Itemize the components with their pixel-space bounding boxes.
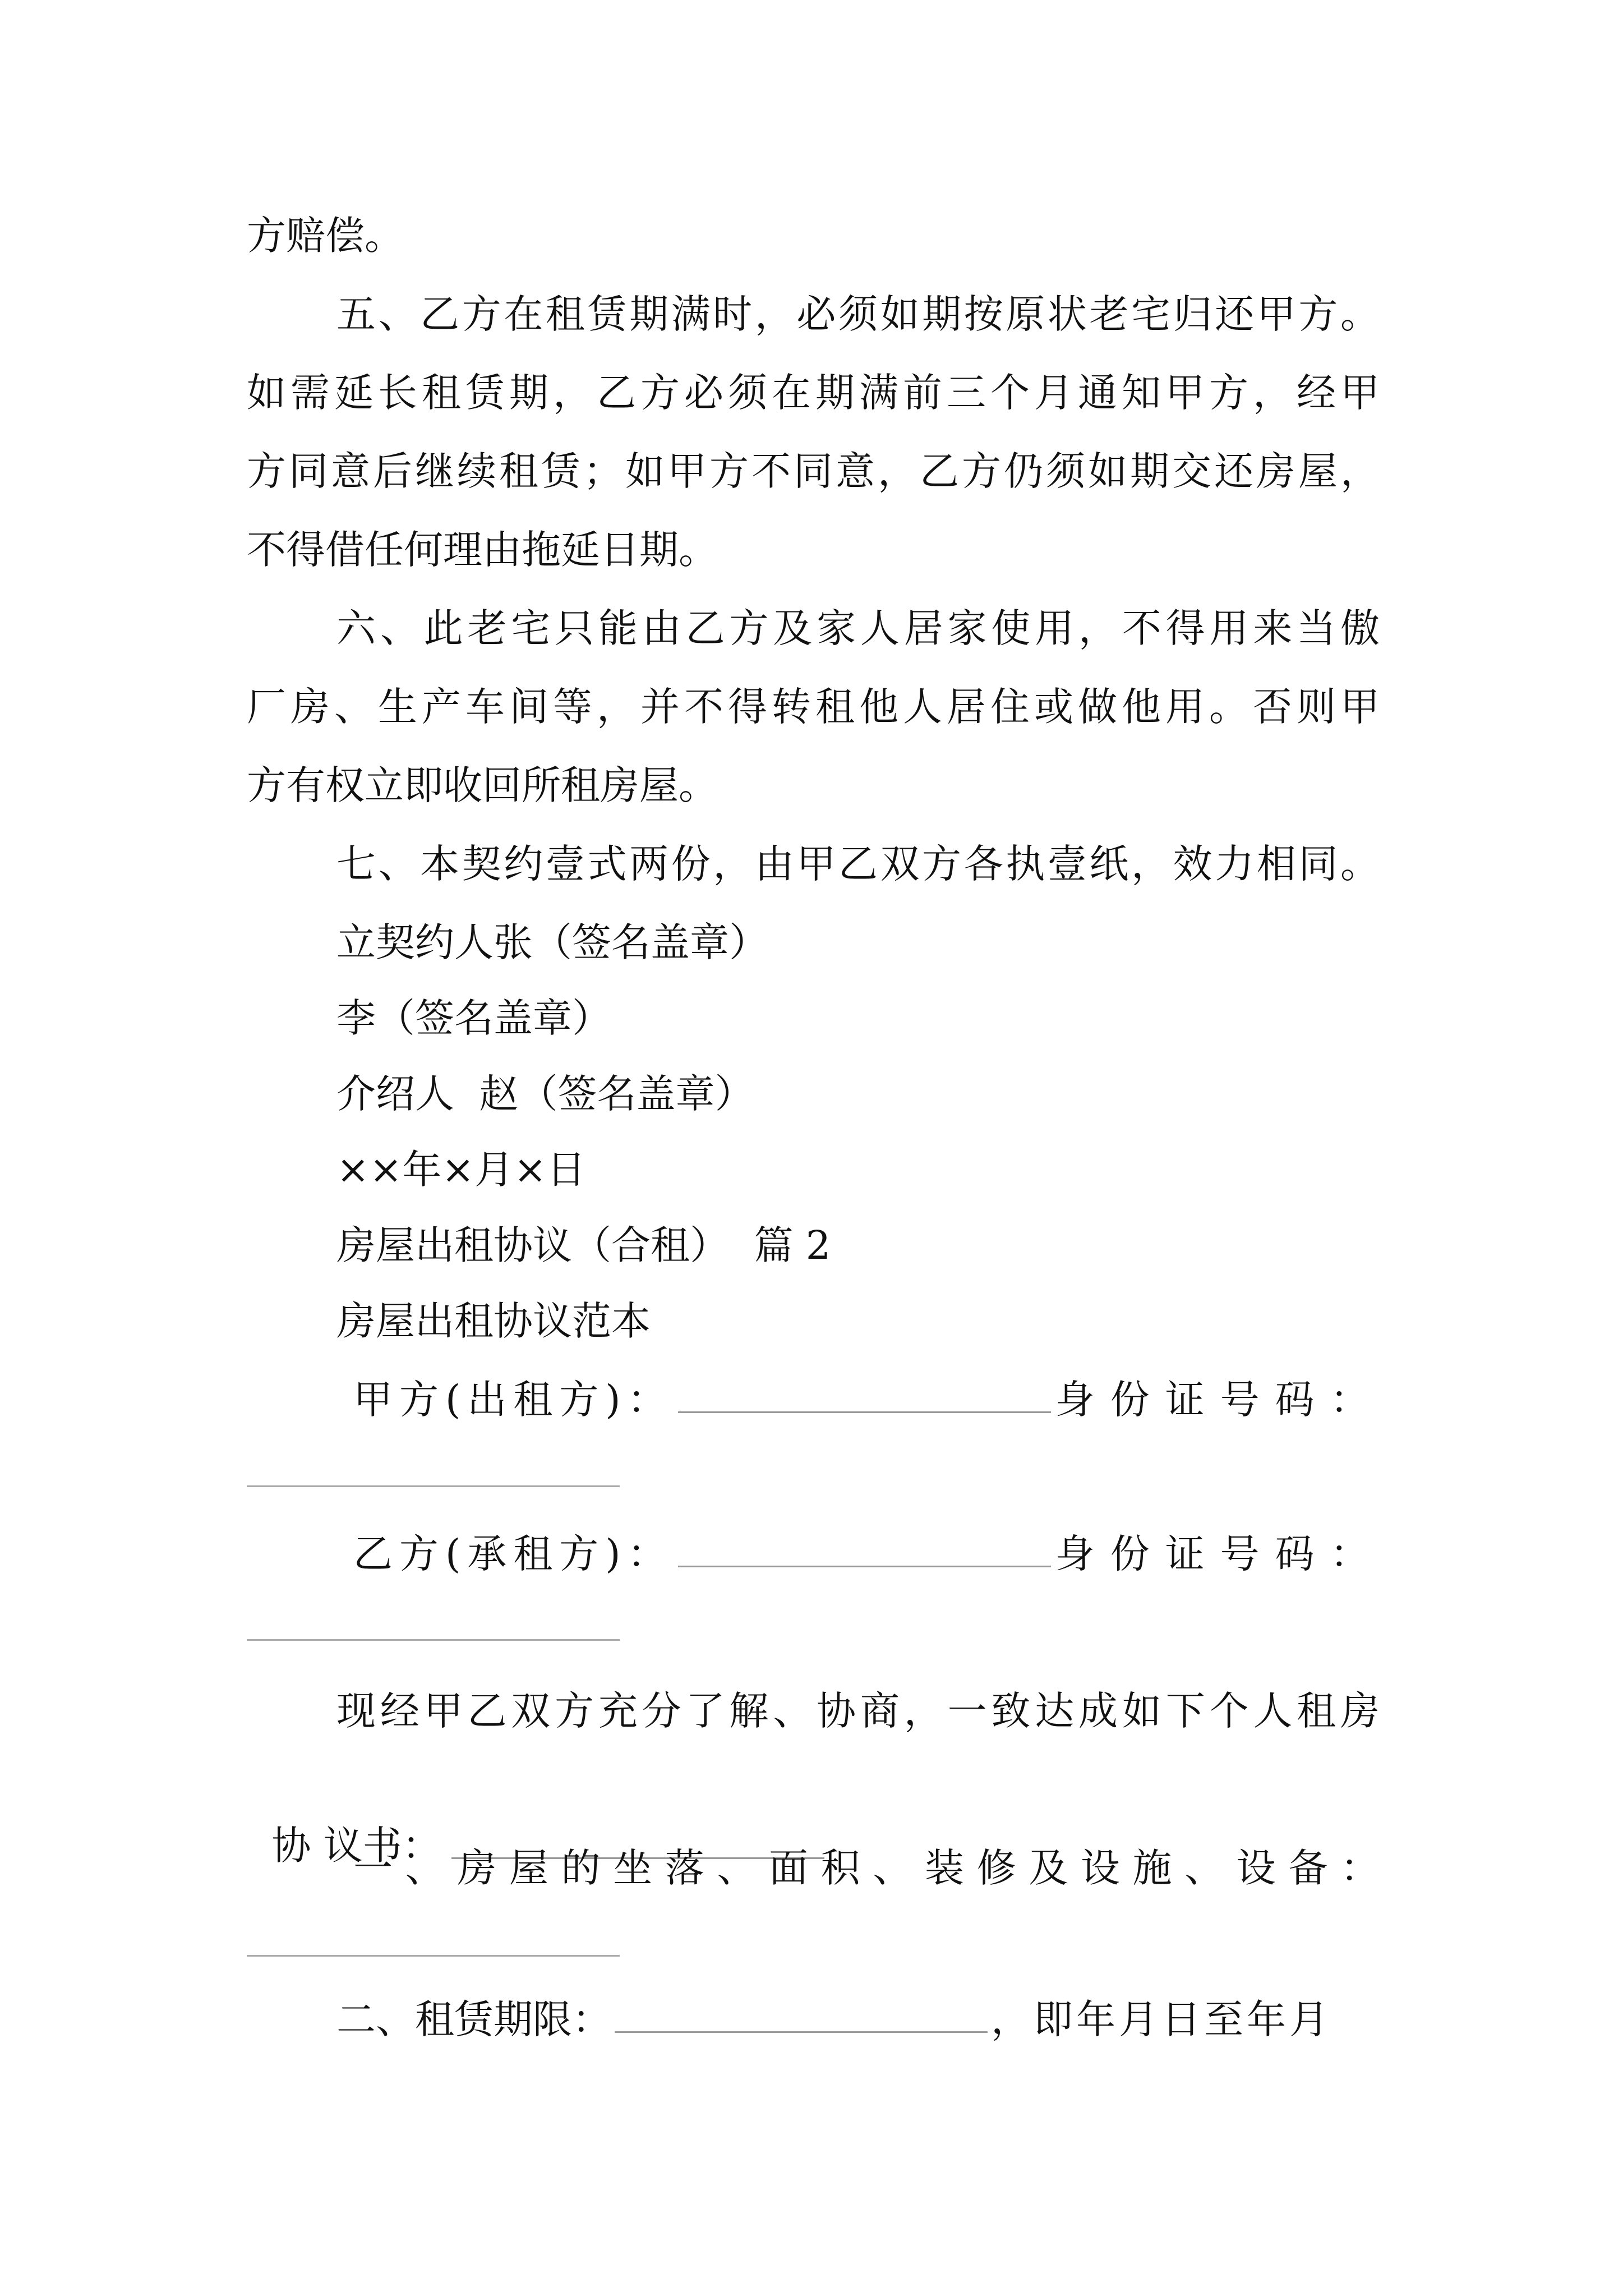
clause-2-row [336,1991,1332,2047]
party-b-row [353,1526,1385,1582]
signature-introducer: 介绍人 赵（签名盖章） [336,1071,754,1117]
template-title: 房屋出租协议范本 [336,1298,651,1344]
party-a-label: 甲方(出租方)： [353,1377,674,1423]
party-a-id-label: 身份证号码： [1055,1377,1385,1423]
clause-1-blank[interactable] [247,1955,620,1957]
clause-2-label: 二、租赁期限： [336,1996,611,2042]
clause-7: 七、本契约壹式两份，由甲乙双方各执壹纸，效力相同。 [336,841,1380,887]
clause-5-line-2: 如需延长租赁期，乙方必须在期满前三个月通知甲方，经甲 [247,370,1380,416]
clause-6-line-3: 方有权立即收回所租房屋。 [247,762,718,808]
party-a-row [353,1372,1385,1428]
party-a-id-blank[interactable] [247,1485,620,1487]
clause-6-line-2: 厂房、生产车间等，并不得转租他人居住或做他用。否则甲 [247,684,1380,730]
lease-term-blank[interactable] [615,1996,988,2033]
clause-6-line-1: 六、此老宅只能由乙方及家人居家使用，不得用来当傲 [336,605,1380,651]
clause-5-line-4: 不得借任何理由拖延日期。 [247,527,718,573]
sign-date: ××年×月×日 [336,1147,586,1193]
clause-5-line-3: 方同意后继续租赁；如甲方不同意，乙方仍须如期交还房屋， [247,448,1380,494]
clause-1: 一、房屋的坐落、面积、装修及设施、设备： [353,1845,1380,1891]
section-title: 房屋出租协议（合租） 篇 2 [336,1222,831,1268]
intro-line-1: 现经甲乙双方充分了解、协商，一致达成如下个人租房 [336,1688,1380,1734]
paragraph-line: 方赔偿。 [247,213,404,259]
signature-landlord: 立契约人张（签名盖章） [336,919,768,965]
party-b-id-blank[interactable] [247,1639,620,1641]
intro-line-2: 协 议书： [271,1823,441,1869]
party-b-id-label: 身份证号码： [1055,1531,1385,1577]
signature-tenant: 李（签名盖章） [336,995,611,1041]
party-b-name-blank[interactable] [678,1531,1051,1567]
clause-5-line-1: 五、乙方在租赁期满时，必须如期按原状老宅归还甲方。 [336,291,1380,337]
clause-2-tail: ，即年月日至年月 [991,1996,1332,2042]
party-a-name-blank[interactable] [678,1377,1051,1413]
party-b-label: 乙方(承租方)： [353,1531,674,1577]
